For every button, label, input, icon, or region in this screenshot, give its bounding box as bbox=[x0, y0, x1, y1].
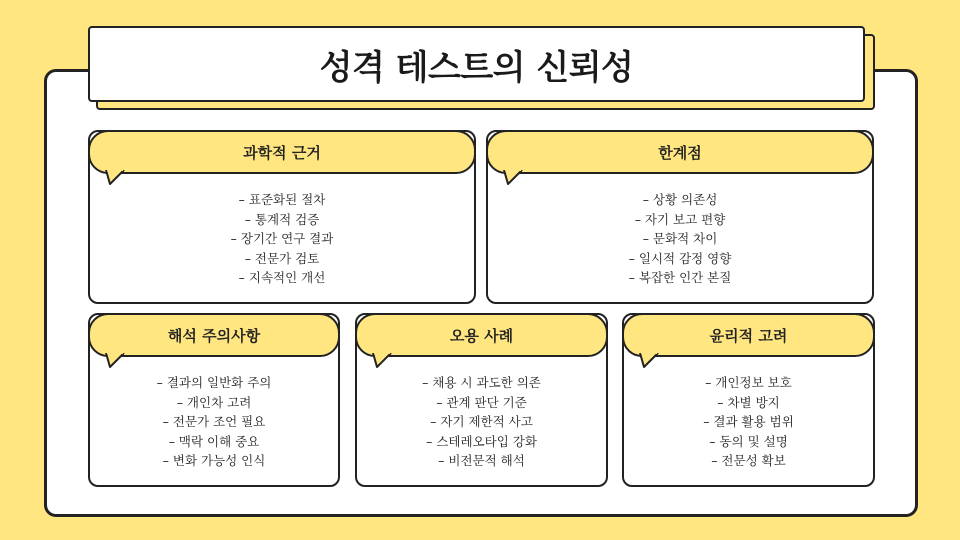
list-item: – 상황 의존성 bbox=[642, 192, 718, 207]
card-heading: 과학적 근거 bbox=[88, 130, 476, 174]
list-item: – 표준화된 절차 bbox=[238, 192, 326, 207]
list-item: – 비전문적 해석 bbox=[438, 453, 525, 468]
list-item: – 스테레오타입 강화 bbox=[426, 433, 537, 449]
list-item: – 장기간 연구 결과 bbox=[230, 231, 334, 246]
card-heading: 해석 주의사항 bbox=[88, 313, 340, 357]
page-title: 성격 테스트의 신뢰성 bbox=[319, 47, 634, 88]
list-item: – 자기 제한적 사고 bbox=[430, 414, 533, 429]
list-item: – 결과 활용 범위 bbox=[703, 414, 794, 429]
card-ethical-considerations bbox=[622, 313, 875, 487]
list-item: – 전문성 확보 bbox=[711, 453, 786, 468]
card-list bbox=[624, 373, 873, 471]
card-list bbox=[357, 373, 606, 471]
card-list bbox=[488, 190, 872, 288]
card-misuse-cases bbox=[355, 313, 608, 487]
list-item: – 개인차 고려 bbox=[176, 394, 252, 410]
list-item: – 맥락 이해 중요 bbox=[168, 433, 260, 449]
list-item: – 동의 및 설명 bbox=[709, 433, 788, 449]
list-item: – 차별 방지 bbox=[717, 394, 780, 410]
list-item: – 전문가 검토 bbox=[244, 250, 320, 266]
card-limitations bbox=[486, 130, 874, 304]
list-item: – 통계적 검증 bbox=[244, 211, 320, 227]
list-item: – 자기 보고 편향 bbox=[634, 211, 726, 227]
card-heading: 한계점 bbox=[486, 130, 874, 174]
card-heading: 윤리적 고려 bbox=[622, 313, 875, 357]
card-list bbox=[90, 190, 474, 288]
list-item: – 결과의 일반화 주의 bbox=[156, 375, 272, 390]
card-heading: 오용 사례 bbox=[355, 313, 608, 357]
list-item: – 변화 가능성 인식 bbox=[162, 453, 266, 468]
list-item: – 문화적 차이 bbox=[642, 231, 718, 246]
list-item: – 개인정보 보호 bbox=[705, 375, 792, 390]
list-item: – 복잡한 인간 본질 bbox=[628, 270, 732, 285]
title-box bbox=[88, 26, 865, 102]
card-list bbox=[90, 373, 338, 471]
list-item: – 전문가 조언 필요 bbox=[162, 414, 266, 429]
card-interpretation-cautions bbox=[88, 313, 340, 487]
list-item: – 관계 판단 기준 bbox=[436, 394, 527, 410]
list-item: – 일시적 감정 영향 bbox=[628, 250, 732, 266]
card-scientific-basis bbox=[88, 130, 476, 304]
list-item: – 채용 시 과도한 의존 bbox=[422, 375, 541, 390]
list-item: – 지속적인 개선 bbox=[238, 270, 326, 285]
